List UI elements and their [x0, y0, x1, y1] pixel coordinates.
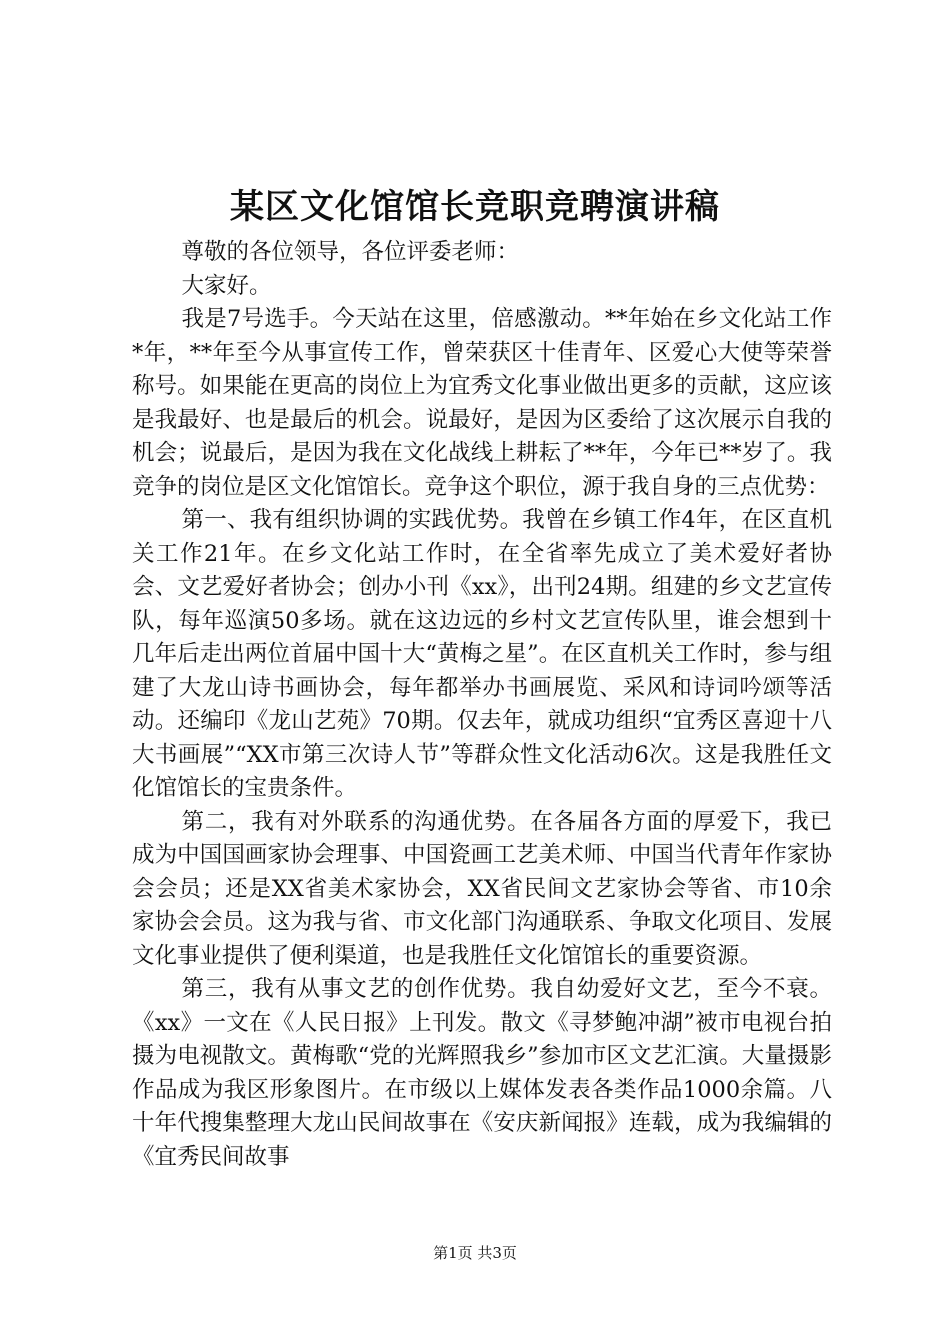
- advantage-one-paragraph: 第一、我有组织协调的实践优势。我曾在乡镇工作4年，在区直机关工作21年。在乡文化站工作时，在全省率先成立了美术爱好者协会、文艺爱好者协会；创办小刊《xx》，出刊24期。组建的乡文艺宣传队，每年巡演50多场。就在这边远的乡村文艺宣传队里，谁会想到十几年后走出两位首届中国十大“黄梅之星”。在区直机关工作时，参与组建了大龙山诗书画协会，每年都举办书画展览、采风和诗词吟颂等活动。还编印《龙山艺苑》70期。仅去年，就成功组织“宜秀区喜迎十八大书画展”“XX市第三次诗人节”等群众性文化活动6次。这是我胜任文化馆馆长的宝贵条件。: [132, 507, 832, 801]
- intro-paragraph: 我是7号选手。今天站在这里，倍感激动。**年始在乡文化站工作*年，**年至今从事宣传工作，曾荣获区十佳青年、区爱心大使等荣誉称号。如果能在更高的岗位上为宜秀文化事业做出更多的贡献，这应该是我最好、也是最后的机会。说最好，是因为区委给了这次展示自我的机会；说最后，是因为我在文化战线上耕耘了**年，今年已**岁了。我竞争的岗位是区文化馆馆长。竞争这个职位，源于我自身的三点优势：: [132, 306, 832, 500]
- advantage-two-paragraph: 第二，我有对外联系的沟通优势。在各届各方面的厚爱下，我已成为中国国画家协会理事、中国瓷画工艺美术师、中国当代青年作家协会会员；还是XX省美术家协会，XX省民间文艺家协会等省、市10余家协会会员。这为我与省、市文化部门沟通联系、争取文化项目、发展文化事业提供了便利渠道，也是我胜任文化馆馆长的重要资源。: [132, 808, 832, 969]
- page-footer: [0, 1242, 950, 1264]
- page-total: 共3页: [477, 1244, 517, 1262]
- document-body: [132, 236, 832, 1174]
- greeting-paragraph: 大家好。: [181, 272, 272, 299]
- advantage-three-paragraph: 第三，我有从事文艺的创作优势。我自幼爱好文艺，至今不衰。《xx》一文在《人民日报》上刊发。散文《寻梦鲍冲湖”被市电视台拍摄为电视散文。黄梅歌“党的光辉照我乡”参加市区文艺汇演。大量摄影作品成为我区形象图片。在市级以上媒体发表各类作品1000余篇。八十年代搜集整理大龙山民间故事在《安庆新闻报》连载，成为我编辑的《宜秀民间故事: [132, 976, 832, 1170]
- page-number: 第1页: [433, 1244, 473, 1262]
- document-title: 某区文化馆馆长竞职竞聘演讲稿: [230, 187, 720, 227]
- salutation-paragraph: 尊敬的各位领导，各位评委老师：: [181, 239, 520, 265]
